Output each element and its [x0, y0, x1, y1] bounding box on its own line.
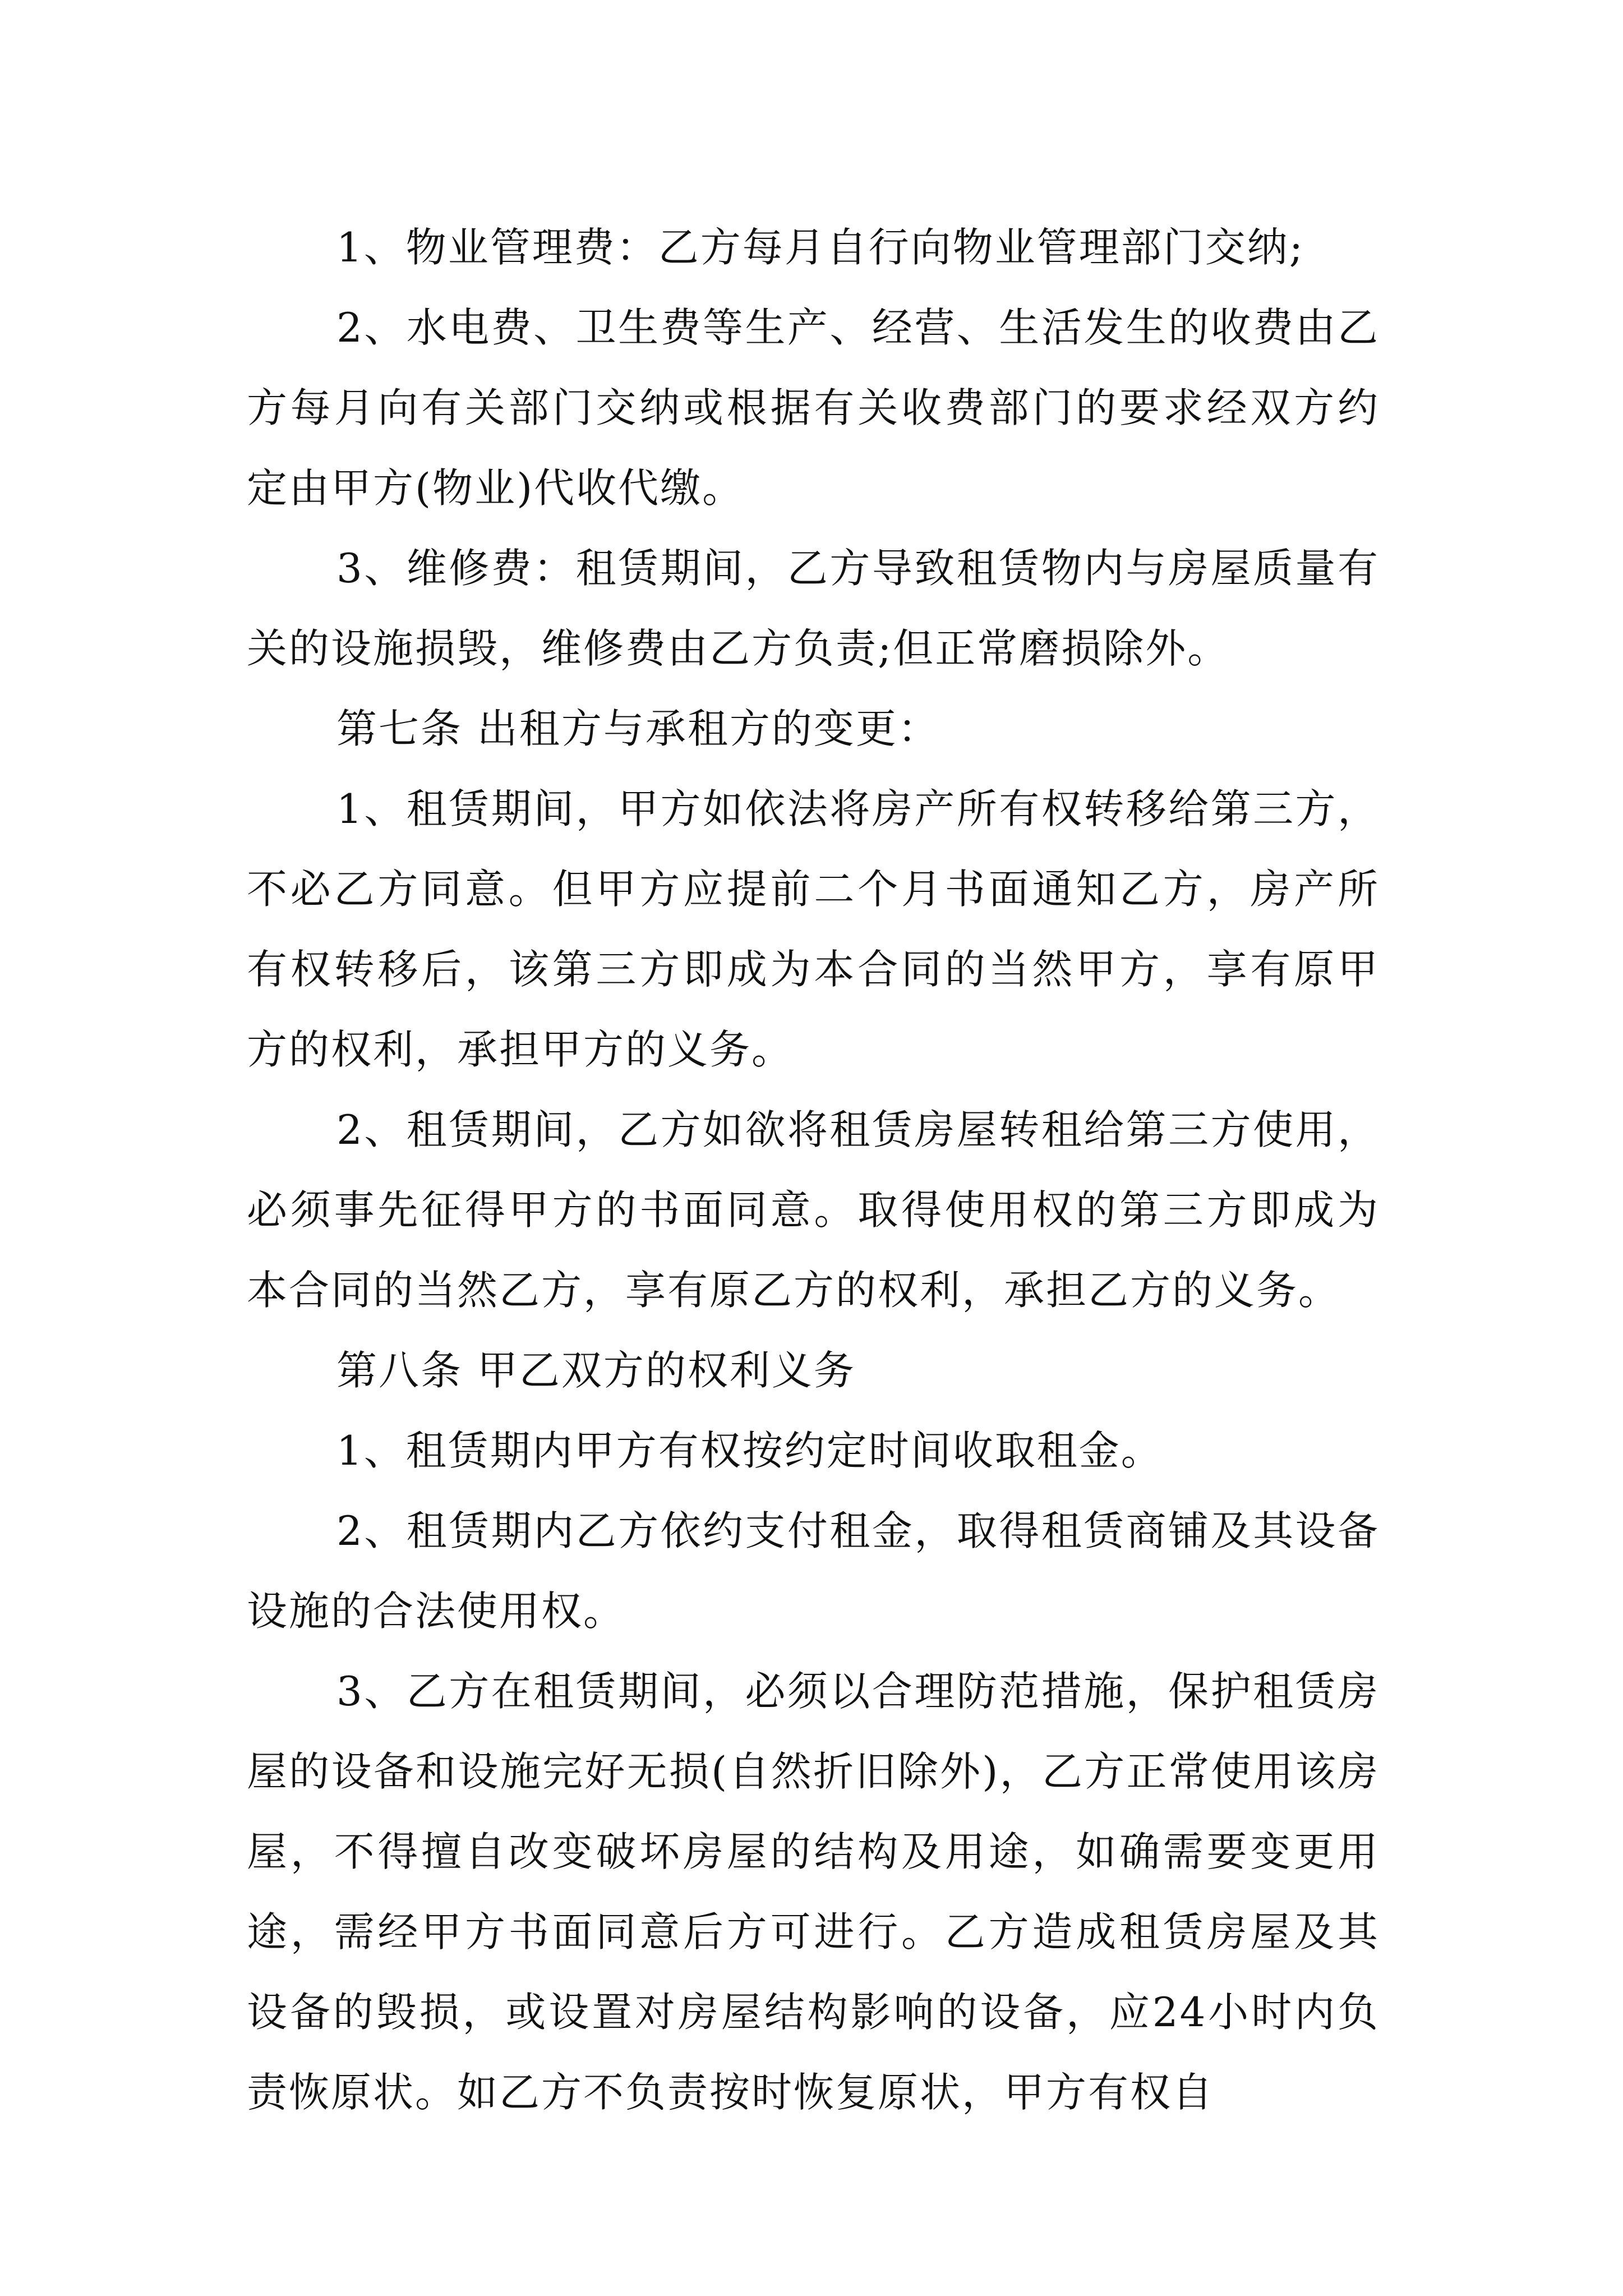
paragraph-rent-collection: 1、租赁期内甲方有权按约定时间收取租金。 — [336, 1427, 1163, 1474]
article-8-heading: 第八条 甲乙双方的权利义务 — [336, 1347, 856, 1394]
paragraph-property-fee: 1、物业管理费：乙方每月自行向物业管理部门交纳; — [336, 224, 1305, 271]
article-7-heading: 第七条 出租方与承租方的变更： — [336, 705, 940, 752]
paragraph-lessee-sublease: 2、租赁期间，乙方如欲将租赁房屋转租给第三方使用，必须事先征得甲方的书面同意。取得使用权的第三方即成为本合同的当然乙方，享有原乙方的权利，承担乙方的义务。 — [247, 1106, 1380, 1314]
document-body — [247, 208, 1380, 2133]
paragraph-premises-protection: 3、乙方在租赁期间，必须以合理防范措施，保护租赁房屋的设备和设施完好无损(自然折旧除外)，乙方正常使用该房屋，不得擅自改变破坏房屋的结构及用途，如确需要变更用途，需经甲方书面同意后方可进行。乙方造成租赁房屋及其设备的毁损，或设置对房屋结构影响的设备，应24小时内负责恢原状。如乙方不负责按时恢复原状，甲方有权自 — [247, 1668, 1380, 2116]
paragraph-lessor-transfer: 1、租赁期间，甲方如依法将房产所有权转移给第三方，不必乙方同意。但甲方应提前二个月书面通知乙方，房产所有权转移后，该第三方即成为本合同的当然甲方，享有原甲方的权利，承担甲方的义务。 — [247, 785, 1380, 1073]
paragraph-maintenance-fee: 3、维修费：租赁期间，乙方导致租赁物内与房屋质量有关的设施损毁，维修费由乙方负责;但正常磨损除外。 — [247, 545, 1380, 672]
paragraph-utility-fee: 2、水电费、卫生费等生产、经营、生活发生的收费由乙方每月向有关部门交纳或根据有关收费部门的要求经双方约定由甲方(物业)代收代缴。 — [247, 304, 1380, 512]
paragraph-rent-payment: 2、租赁期内乙方依约支付租金，取得租赁商铺及其设备设施的合法使用权。 — [247, 1507, 1380, 1635]
